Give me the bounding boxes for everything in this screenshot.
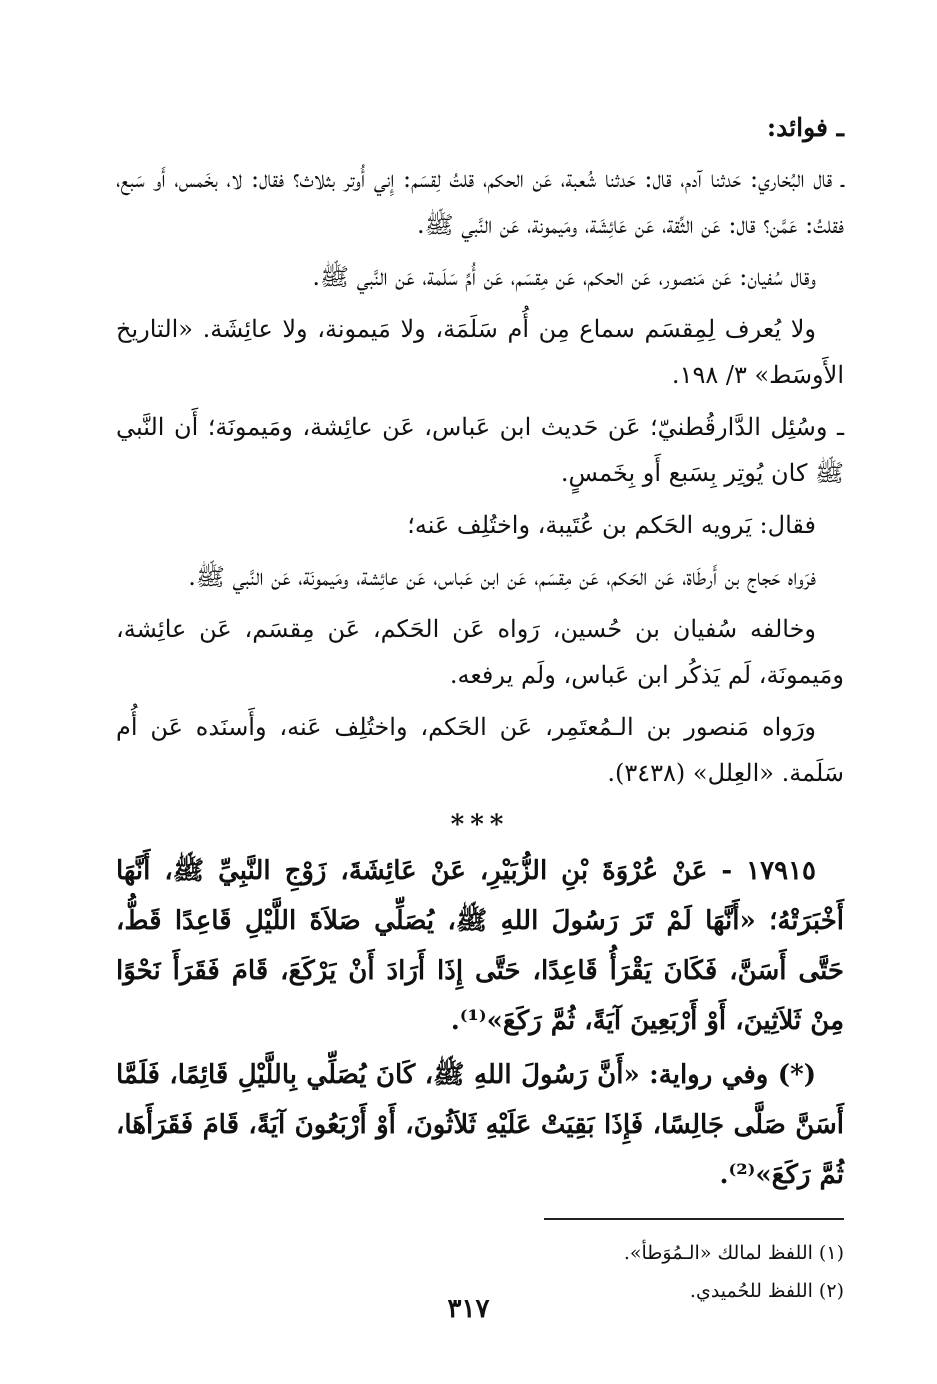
paragraph-tarikh: ولا يُعرف لِمِقسَم سماع مِن أُم سَلَمَة، ولا مَيمونة، ولا عائِشَة. «التاريخ الأَوسَط» ٣/ ١٩٨.: [116, 315, 844, 389]
footnote-1: (١) اللفظ لمالك «الـمُوَطأ».: [623, 1242, 844, 1264]
paragraph-fa-qal: فقال: يَرويه الحَكم بن عُتَيبة، واختُلِف عَنه؛: [407, 511, 816, 539]
footnote-2: (٢) اللفظ للحُميدي.: [689, 1280, 844, 1302]
section-separator: ***: [450, 810, 510, 840]
footnote-divider: [544, 1218, 844, 1220]
hadith-variant: (*) وفي رواية: «أَنَّ رَسُولَ اللهِ ﷺ، كَانَ يُصَلِّي بِاللَّيْلِ قَائِمًا، فَلَمَّا أَسَنَّ صَلَّى جَالِسًا، فَإِذَا بَقِيَتْ عَلَيْهِ ثَلاَثُونَ، أَوْ أَرْبَعُونَ آيَةً، قَامَ فَقَرَأَهَا، ثُمَّ رَكَعَ»⁽²⁾.: [116, 1060, 844, 1190]
paragraph-bukhari: ـ قال البُخاري: حَدثنا آدم، قال: حَدثنا شُعبة، عَن الحكم، قلتُ لِقسَم: إِني أُوتر بثلاث؟ فقال: لا، بخَمس، أَو سَبع، فقلتُ: عَمَّن؟ قال: عَن الثِّقة، عَن عَائِشَة، ومَيمونة، عَن النَّبي ﷺ.: [116, 165, 844, 239]
paragraph-sufyan: وقال سُفيان: عَن مَنصور، عَن الحكم، عَن مِقسَم، عَن أُمِّ سَلَمة، عَن النَّبي ﷺ.: [312, 263, 816, 291]
paragraph-sufyan-husain: وخالفه سُفيان بن حُسين، رَواه عَن الحَكم، عَن مِقسَم، عَن عائِشة، ومَيمونَة، لَم يَذكُر ابن عَباس، ولَم يرفعه.: [116, 615, 844, 689]
paragraph-hajjaj: فرَواه حَجاج بن أَرطَاة، عَن الحَكم، عَن مِقسَم، عَن ابن عَباس، عَن عائِشة، ومَيمونَة، عَن النَّبي ﷺ.: [188, 563, 816, 591]
hadith-text: ١٧٩١٥ - عَنْ عُرْوَةَ بْنِ الزُّبَيْرِ، عَنْ عَائِشَةَ، زَوْجِ النَّبِيِّ ﷺ، أَنَّهَا أَخْبَرَتْهُ؛ «أَنَّهَا لَمْ تَرَ رَسُولَ اللهِ ﷺ، يُصَلِّي صَلاَةَ اللَّيْلِ قَاعِدًا قَطُّ، حَتَّى أَسَنَّ، فَكَانَ يَقْرَأُ قَاعِدًا، حَتَّى إِذَا أَرَادَ أَنْ يَرْكَعَ، قَامَ فَقَرَأَ نَحْوًا مِنْ ثَلاَثِينَ، أَوْ أَرْبَعِينَ آيَةً، ثُمَّ رَكَعَ»⁽¹⁾.: [116, 856, 844, 1036]
section-heading: ـ فوائد:: [766, 113, 844, 142]
paragraph-daraqutni: ـ وسُئِل الدَّارقُطنيّ؛ عَن حَديث ابن عَباس، عَن عائِشة، ومَيمونَة؛ أَن النَّبي ﷺ كان يُوتِر بِسَبع أَو بِخَمسٍ.: [116, 413, 844, 487]
page-body: [116, 108, 844, 1310]
paragraph-mansur: ورَواه مَنصور بن الـمُعتَمِر، عَن الحَكم، واختُلِف عَنه، وأَسنَده عَن أُم سَلَمة. «العِلل» (٣٤٣٨).: [116, 713, 844, 787]
page-number: ٣١٧: [447, 1294, 490, 1324]
